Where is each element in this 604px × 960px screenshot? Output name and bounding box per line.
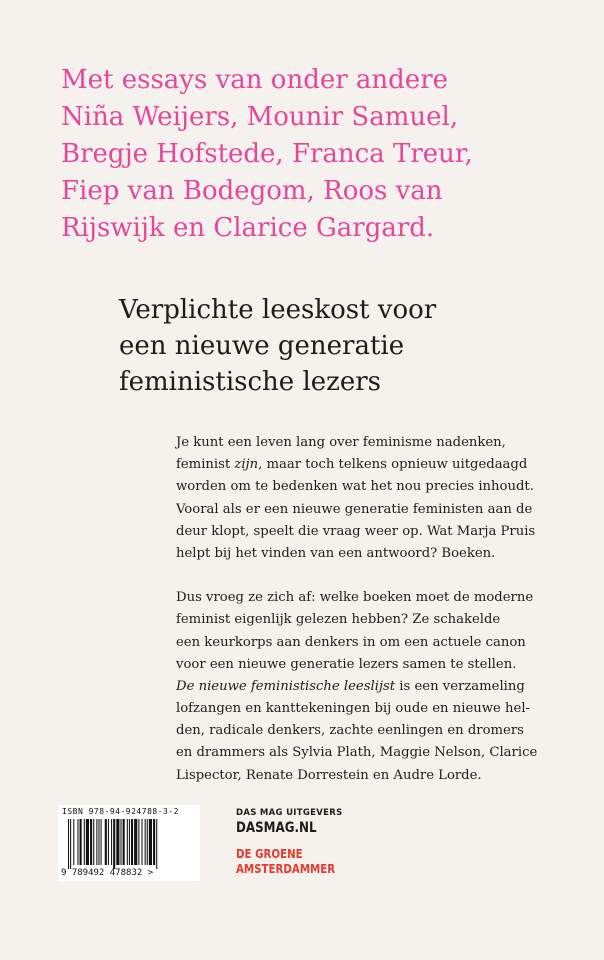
- barcode-bar: [134, 819, 137, 865]
- barcode-bar: [145, 819, 146, 865]
- blurb-line: lofzangen en kanttekeningen bij oude en nieuwe hel-: [176, 701, 531, 717]
- barcode-bar: [68, 819, 69, 869]
- barcode-bar: [73, 819, 74, 865]
- publisher-name: DAS MAG UITGEVERS: [236, 808, 343, 818]
- barcode-bar: [153, 819, 155, 865]
- blurb-line: den, radicale denkers, zachte eenlingen en dromers: [176, 723, 524, 739]
- barcode-bar: [77, 819, 78, 865]
- blurb-line: en drammers als Sylvia Plath, Maggie Nelson, Clarice: [176, 745, 538, 761]
- barcode-bar: [149, 819, 152, 865]
- intro-line: Fiep van Bodegom, Roos van: [61, 176, 443, 206]
- blurb-line: een keurkorps aan denkers in om een actuele canon: [176, 634, 526, 650]
- barcode-bar: [156, 819, 157, 869]
- blurb-text: feminist: [176, 457, 235, 473]
- barcode-bar: [80, 819, 82, 865]
- blurb-line: helpt bij het vinden van een antwoord? Boeken.: [176, 545, 496, 561]
- barcode-bar: [93, 819, 94, 865]
- barcode-bar: [131, 819, 133, 865]
- book-title: De nieuwe feministische leeslijst: [176, 678, 396, 694]
- blurb: [176, 432, 596, 787]
- barcode-bar: [138, 819, 139, 865]
- partner-logo-line-1: DE GROENE: [236, 846, 303, 861]
- blurb-text: , maar toch telkens opnieuw uitgedaagd: [258, 457, 528, 473]
- intro-line: Bregje Hofstede, Franca Treur,: [61, 139, 473, 169]
- paragraph-spacer: [176, 565, 596, 587]
- blurb-emphasis: zijn: [234, 457, 259, 473]
- headline-line: een nieuwe generatie: [119, 331, 405, 361]
- blurb-line: [176, 676, 596, 698]
- headline: [119, 292, 589, 400]
- blurb-line: Dus vroeg ze zich af: welke boeken moet de moderne: [176, 590, 534, 606]
- barcode-bar: [121, 819, 122, 865]
- barcode-bar: [142, 819, 143, 865]
- barcode-bar: [86, 819, 89, 865]
- blurb-line: Vooral als er een nieuwe generatie feministen aan de: [176, 501, 533, 517]
- barcode-bar: [129, 819, 130, 865]
- barcode-bar: [113, 819, 115, 869]
- barcode-bar: [101, 819, 102, 865]
- barcode-bar: [105, 819, 107, 865]
- barcode-bar: [98, 819, 99, 865]
- blurb-line: voor een nieuwe generatie lezers samen te stellen.: [176, 656, 517, 672]
- barcode-bars: [64, 819, 194, 869]
- headline-line: Verplichte leeskost voor: [119, 295, 437, 325]
- blurb-line: worden om te bedenken wat het nou precies inhoudt.: [176, 479, 534, 495]
- contributors-intro: [61, 62, 581, 247]
- barcode-bar: [84, 819, 85, 865]
- barcode-bar: [116, 819, 119, 865]
- blurb-line: deur klopt, speelt die vraag weer op. Wat Marja Pruis: [176, 523, 536, 539]
- headline-line: feministische lezers: [119, 367, 382, 397]
- intro-line: Rijswijk en Clarice Gargard.: [61, 213, 435, 243]
- barcode-digits: 9 789492 478832 >: [61, 868, 154, 878]
- intro-line: Niña Weijers, Mounir Samuel,: [61, 102, 459, 132]
- blurb-line: Lispector, Renate Dorrestein en Audre Lorde.: [176, 767, 482, 783]
- blurb-line: Je kunt een leven lang over feminisme nadenken,: [176, 435, 506, 450]
- barcode-bar: [108, 819, 109, 865]
- barcode-bar: [123, 819, 125, 865]
- blurb-paragraph-2: [176, 587, 596, 787]
- barcode-bar: [70, 819, 71, 869]
- barcode-bar: [147, 819, 148, 865]
- barcode-bar: [90, 819, 92, 865]
- blurb-line: feminist eigenlijk gelezen hebben? Ze schakelde: [176, 612, 501, 628]
- publisher-url: DASMAG.NL: [236, 820, 317, 836]
- isbn-barcode: [58, 805, 200, 881]
- partner-logo-line-2: AMSTERDAMMER: [236, 861, 336, 876]
- barcode-bar: [127, 819, 128, 865]
- barcode-bar: [96, 819, 97, 865]
- barcode-bar: [111, 819, 112, 865]
- isbn-label: ISBN 978-94-924788-3-2: [62, 807, 179, 816]
- blurb-line: [176, 454, 596, 476]
- intro-line: Met essays van onder andere: [61, 65, 449, 95]
- blurb-text: is een verzameling: [395, 678, 525, 694]
- blurb-paragraph-1: [176, 432, 596, 565]
